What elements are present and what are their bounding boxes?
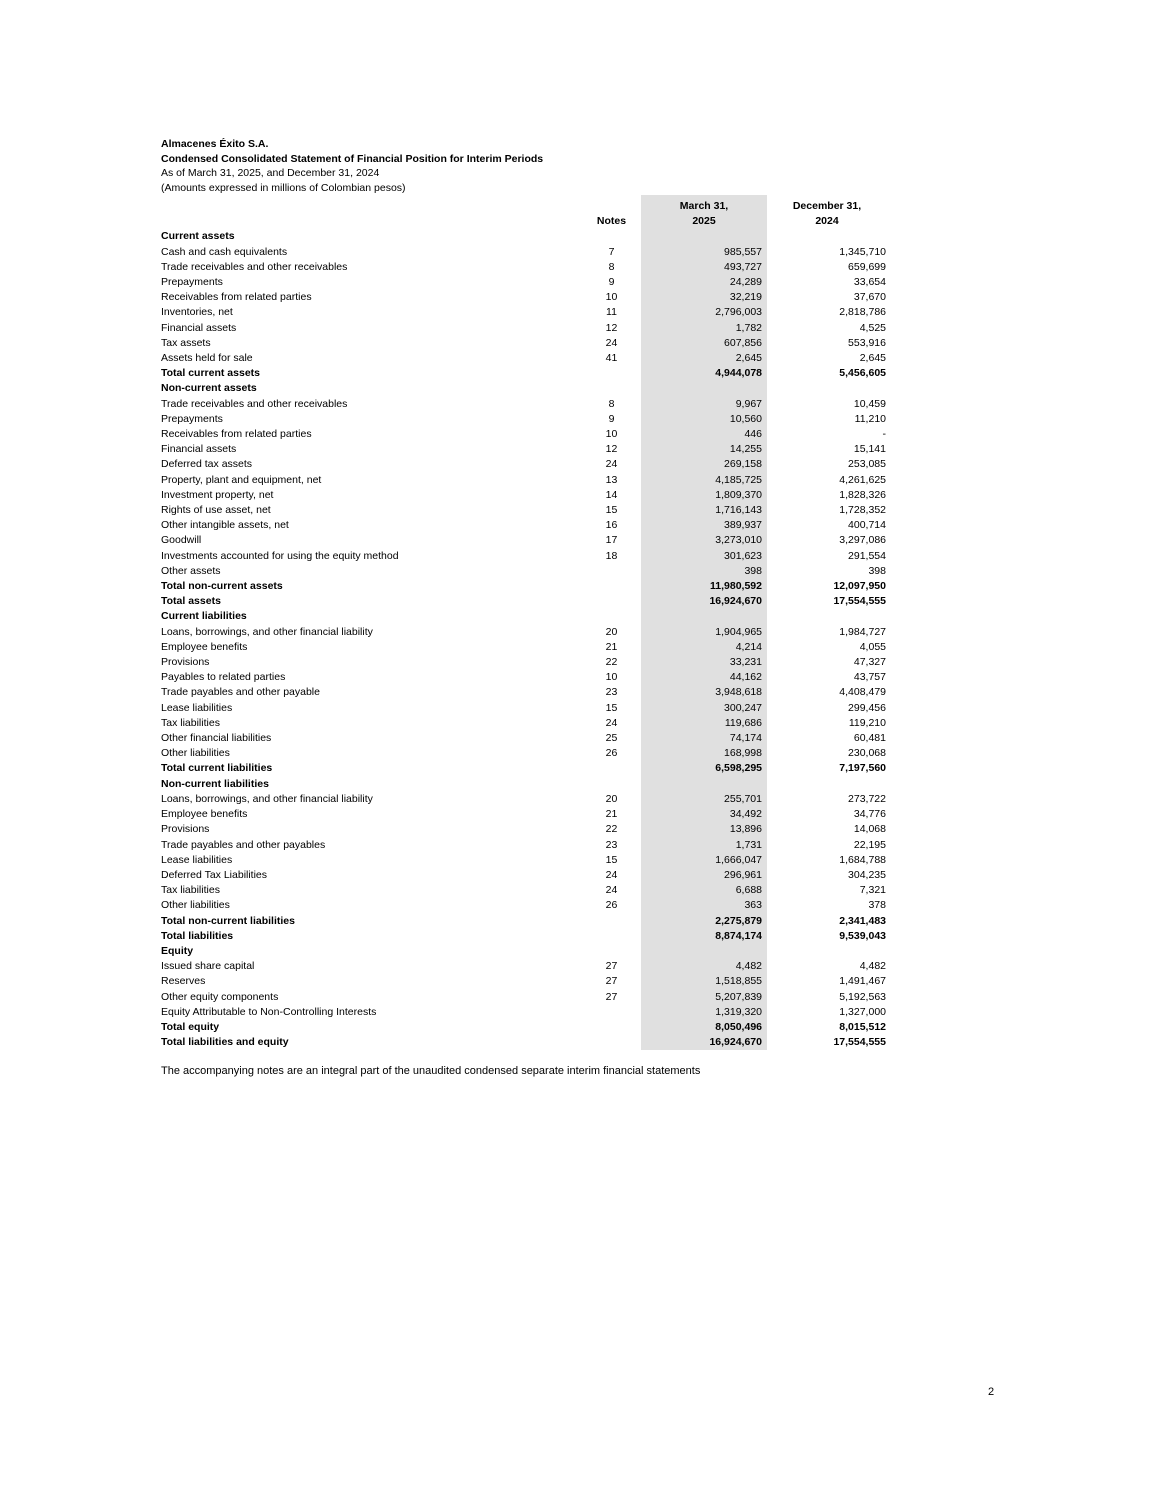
- row-label: Equity: [161, 944, 194, 957]
- row-value-march-2025: [641, 609, 767, 624]
- row-label: Other financial liabilities: [161, 732, 272, 745]
- row-label: Total liabilities and equity: [161, 1036, 289, 1049]
- row-label: Other liabilities: [161, 899, 230, 912]
- row-value-december-2024: 119,210: [848, 716, 886, 729]
- row-label: Other intangible assets, net: [161, 519, 289, 532]
- december-2024-label-line2: 2024: [815, 215, 839, 228]
- row-label: Prepayments: [161, 412, 223, 425]
- row-note-ref: 10: [605, 291, 618, 304]
- row-label: Other equity components: [161, 990, 279, 1003]
- row-value-march-2025: 6,598,295: [641, 761, 767, 776]
- row-value-december-2024: 60,481: [853, 732, 886, 745]
- row-note-ref: 23: [605, 838, 618, 851]
- row-label: Trade receivables and other receivables: [161, 397, 348, 410]
- row-value-march-2025: 11,980,592: [641, 579, 767, 594]
- notes-column-label: Notes: [596, 215, 627, 228]
- row-label: Total liabilities: [161, 929, 234, 942]
- row-note-ref: 9: [608, 412, 615, 425]
- row-note-ref: [582, 1020, 641, 1035]
- row-value-march-2025: 8,874,174: [641, 929, 767, 944]
- table-row: [161, 245, 887, 260]
- row-label: Total assets: [161, 595, 221, 608]
- row-value-december-2024: 3,297,086: [839, 534, 886, 547]
- table-row: [161, 1020, 887, 1035]
- table-row: [161, 290, 887, 305]
- row-value-december-2024: [767, 229, 887, 244]
- row-value-december-2024: 1,345,710: [839, 245, 886, 258]
- units-line: (Amounts expressed in millions of Colombian pesos): [161, 181, 406, 194]
- row-note-ref: 15: [605, 504, 618, 517]
- row-value-december-2024: 2,645: [859, 352, 886, 364]
- table-row: [161, 427, 887, 442]
- row-value-december-2024: 37,670: [853, 291, 886, 304]
- row-value-december-2024: 4,408,479: [839, 686, 886, 699]
- table-row: [161, 959, 887, 974]
- row-label: Tax liabilities: [161, 884, 220, 897]
- table-row: [161, 397, 887, 412]
- row-value-december-2024: [767, 381, 887, 396]
- row-value-december-2024: 7,321: [859, 884, 886, 897]
- row-value-march-2025: 4,214: [641, 640, 767, 655]
- row-value-december-2024: 17,554,555: [833, 1036, 886, 1049]
- row-value-march-2025: 14,255: [641, 442, 767, 457]
- table-row: [161, 229, 887, 244]
- row-label: Employee benefits: [161, 808, 248, 821]
- row-note-ref: 27: [605, 975, 618, 988]
- row-value-march-2025: 389,937: [641, 518, 767, 533]
- row-note-ref: [582, 944, 641, 959]
- row-value-march-2025: [641, 229, 767, 244]
- row-value-december-2024: 12,097,950: [833, 580, 886, 593]
- row-value-december-2024: 43,757: [853, 671, 886, 684]
- row-value-december-2024: 4,482: [859, 960, 886, 973]
- row-note-ref: [582, 594, 641, 609]
- row-value-march-2025: 10,560: [641, 412, 767, 427]
- row-value-december-2024: 5,192,563: [839, 990, 886, 1003]
- table-row: [161, 503, 887, 518]
- row-note-ref: 18: [605, 549, 618, 562]
- row-label: Assets held for sale: [161, 352, 253, 364]
- table-row: [161, 594, 887, 609]
- table-row: [161, 655, 887, 670]
- row-value-march-2025: 4,185,725: [641, 473, 767, 488]
- row-note-ref: 24: [605, 458, 618, 471]
- table-row: [161, 549, 887, 564]
- table-row: [161, 533, 887, 548]
- row-label: Reserves: [161, 975, 206, 988]
- row-note-ref: [582, 1005, 641, 1020]
- row-value-december-2024: 4,525: [859, 321, 886, 334]
- page-number: 2: [988, 1386, 995, 1398]
- row-value-december-2024: 10,459: [853, 397, 886, 410]
- row-value-march-2025: 2,275,879: [641, 914, 767, 929]
- row-value-march-2025: 301,623: [641, 549, 767, 564]
- row-value-december-2024: 304,235: [848, 868, 886, 881]
- row-value-march-2025: 119,686: [641, 716, 767, 731]
- row-value-december-2024: 7,197,560: [839, 762, 886, 775]
- row-label: Rights of use asset, net: [161, 504, 271, 517]
- row-note-ref: 24: [605, 884, 618, 897]
- row-label: Total non-current assets: [161, 580, 283, 593]
- table-row: [161, 305, 887, 320]
- row-note-ref: [582, 929, 641, 944]
- table-row: [161, 275, 887, 290]
- row-label: Current assets: [161, 230, 235, 243]
- row-value-march-2025: 398: [641, 564, 767, 579]
- table-row: [161, 807, 887, 822]
- row-label: Financial assets: [161, 321, 237, 334]
- row-value-march-2025: 255,701: [641, 792, 767, 807]
- row-note-ref: 21: [605, 640, 618, 653]
- table-row: [161, 336, 887, 351]
- december-2024-label-line1: December 31,: [792, 200, 862, 213]
- row-label: Deferred tax assets: [161, 458, 253, 471]
- row-value-march-2025: 9,967: [641, 397, 767, 412]
- table-row: [161, 731, 887, 746]
- row-value-december-2024: 5,456,605: [839, 367, 886, 380]
- row-value-march-2025: 4,944,078: [641, 366, 767, 381]
- row-label: Receivables from related parties: [161, 428, 312, 441]
- row-value-march-2025: 1,809,370: [641, 488, 767, 503]
- document-header: [161, 137, 891, 195]
- row-note-ref: 20: [605, 792, 618, 805]
- row-note-ref: 11: [606, 306, 617, 319]
- label-column-header: [161, 195, 582, 229]
- table-row: [161, 929, 887, 944]
- row-value-march-2025: 363: [641, 898, 767, 913]
- table-row: [161, 701, 887, 716]
- table-row: [161, 990, 887, 1005]
- december-2024-column-header: [767, 195, 887, 229]
- row-value-march-2025: 34,492: [641, 807, 767, 822]
- table-row: [161, 609, 887, 624]
- statement-title: Condensed Consolidated Statement of Financial Position for Interim Periods: [161, 152, 544, 165]
- table-row: [161, 473, 887, 488]
- row-value-march-2025: 4,482: [641, 959, 767, 974]
- row-note-ref: 27: [605, 990, 618, 1003]
- row-label: Goodwill: [161, 534, 202, 547]
- row-value-march-2025: 1,782: [641, 321, 767, 336]
- row-value-march-2025: 1,319,320: [641, 1005, 767, 1020]
- row-value-march-2025: 44,162: [641, 670, 767, 685]
- row-note-ref: 8: [608, 260, 615, 273]
- row-value-december-2024: [767, 609, 887, 624]
- row-note-ref: 21: [605, 808, 618, 821]
- row-value-march-2025: 1,716,143: [641, 503, 767, 518]
- row-value-march-2025: 1,904,965: [641, 625, 767, 640]
- row-value-december-2024: 17,554,555: [833, 595, 886, 608]
- row-label: Total equity: [161, 1020, 220, 1033]
- table-row: [161, 1035, 887, 1050]
- row-note-ref: [582, 229, 641, 244]
- table-row: [161, 868, 887, 883]
- row-label: Equity Attributable to Non-Controlling Interests: [161, 1005, 377, 1018]
- row-value-december-2024: 4,261,625: [839, 473, 886, 486]
- row-label: Provisions: [161, 823, 210, 836]
- table-row: [161, 518, 887, 533]
- row-value-december-2024: 22,195: [853, 838, 886, 851]
- row-label: Lease liabilities: [161, 701, 233, 714]
- row-value-march-2025: 1,666,047: [641, 853, 767, 868]
- row-value-march-2025: 32,219: [641, 290, 767, 305]
- row-value-december-2024: 1,828,326: [839, 488, 886, 501]
- row-value-march-2025: 269,158: [641, 457, 767, 472]
- row-value-december-2024: [767, 777, 887, 792]
- row-value-march-2025: 1,731: [641, 838, 767, 853]
- table-row: [161, 579, 887, 594]
- row-note-ref: [582, 579, 641, 594]
- row-label: Tax assets: [161, 336, 211, 349]
- row-value-march-2025: 33,231: [641, 655, 767, 670]
- table-row: [161, 670, 887, 685]
- period-line: As of March 31, 2025, and December 31, 2024: [161, 167, 380, 180]
- row-label: Deferred Tax Liabilities: [161, 868, 268, 881]
- table-row: [161, 457, 887, 472]
- row-label: Non-current liabilities: [161, 777, 269, 790]
- notes-column-header: [582, 195, 641, 229]
- table-row: [161, 685, 887, 700]
- row-label: Prepayments: [161, 275, 223, 288]
- row-value-december-2024: 659,699: [848, 260, 886, 273]
- row-note-ref: 26: [605, 747, 618, 760]
- row-value-december-2024: 2,818,786: [839, 306, 886, 319]
- row-value-march-2025: 74,174: [641, 731, 767, 746]
- table-row: [161, 838, 887, 853]
- row-note-ref: 10: [605, 671, 618, 684]
- row-note-ref: [582, 914, 641, 929]
- table-header: [161, 195, 887, 229]
- row-value-december-2024: 9,539,043: [839, 929, 886, 942]
- table-row: [161, 944, 887, 959]
- row-value-march-2025: 3,273,010: [641, 533, 767, 548]
- row-label: Total non-current liabilities: [161, 914, 295, 927]
- table-row: [161, 1005, 887, 1020]
- row-note-ref: 22: [605, 823, 618, 836]
- row-note-ref: 24: [605, 716, 618, 729]
- row-label: Lease liabilities: [161, 853, 233, 866]
- row-note-ref: [582, 777, 641, 792]
- row-value-march-2025: 607,856: [641, 336, 767, 351]
- row-note-ref: [582, 761, 641, 776]
- row-value-march-2025: [641, 944, 767, 959]
- row-value-december-2024: 14,068: [853, 823, 886, 836]
- row-value-march-2025: 985,557: [641, 245, 767, 260]
- row-value-march-2025: 493,727: [641, 260, 767, 275]
- row-note-ref: [582, 1035, 641, 1050]
- row-value-december-2024: 8,015,512: [839, 1020, 886, 1033]
- row-note-ref: 24: [605, 868, 618, 881]
- row-note-ref: 12: [605, 443, 618, 456]
- table-row: [161, 761, 887, 776]
- table-row: [161, 351, 887, 366]
- row-value-december-2024: 11,210: [854, 412, 886, 425]
- row-label: Loans, borrowings, and other financial liability: [161, 625, 373, 638]
- row-value-march-2025: 16,924,670: [641, 594, 767, 609]
- row-note-ref: 7: [608, 245, 615, 258]
- row-value-march-2025: 24,289: [641, 275, 767, 290]
- row-note-ref: 15: [605, 701, 618, 714]
- table-row: [161, 321, 887, 336]
- row-value-december-2024: 1,684,788: [839, 853, 886, 866]
- row-label: Non-current assets: [161, 382, 257, 395]
- row-note-ref: [582, 381, 641, 396]
- row-value-december-2024: 1,984,727: [839, 625, 886, 638]
- row-note-ref: [582, 564, 641, 579]
- row-value-december-2024: [767, 944, 887, 959]
- row-value-december-2024: 4,055: [859, 640, 886, 653]
- march-2025-label-line2: 2025: [692, 215, 716, 228]
- row-label: Investments accounted for using the equity method: [161, 549, 399, 562]
- row-note-ref: 25: [605, 732, 618, 745]
- table-row: [161, 442, 887, 457]
- row-label: Receivables from related parties: [161, 291, 312, 304]
- table-row: [161, 381, 887, 396]
- table-row: [161, 488, 887, 503]
- row-label: Investment property, net: [161, 488, 274, 501]
- row-value-march-2025: 8,050,496: [641, 1020, 767, 1035]
- row-label: Trade receivables and other receivables: [161, 260, 348, 273]
- row-label: Current liabilities: [161, 610, 247, 623]
- row-label: Other liabilities: [161, 747, 230, 760]
- row-note-ref: 17: [605, 534, 618, 547]
- row-value-march-2025: 2,796,003: [641, 305, 767, 320]
- row-note-ref: 13: [605, 473, 618, 486]
- row-label: Loans, borrowings, and other financial liability: [161, 792, 373, 805]
- row-label: Total current liabilities: [161, 762, 273, 775]
- row-value-december-2024: 34,776: [853, 808, 886, 821]
- row-note-ref: 10: [605, 428, 618, 441]
- row-label: Financial assets: [161, 443, 237, 456]
- row-note-ref: 15: [605, 853, 618, 866]
- table-row: [161, 412, 887, 427]
- table-row: [161, 716, 887, 731]
- row-value-march-2025: 446: [641, 427, 767, 442]
- row-note-ref: [582, 366, 641, 381]
- march-2025-label-line1: March 31,: [679, 200, 729, 213]
- row-value-december-2024: 1,728,352: [839, 504, 886, 517]
- financial-position-table: [161, 195, 887, 1050]
- table-row: [161, 883, 887, 898]
- row-note-ref: 12: [605, 321, 618, 334]
- row-label: Employee benefits: [161, 640, 248, 653]
- row-label: Cash and cash equivalents: [161, 245, 288, 258]
- table-row: [161, 260, 887, 275]
- row-note-ref: 23: [605, 686, 618, 699]
- table-body: [161, 229, 887, 1050]
- table-row: [161, 625, 887, 640]
- row-value-march-2025: 300,247: [641, 701, 767, 716]
- row-note-ref: 14: [605, 488, 618, 501]
- row-value-march-2025: 16,924,670: [641, 1035, 767, 1050]
- row-value-december-2024: 230,068: [848, 747, 886, 760]
- row-value-december-2024: 15,141: [853, 443, 886, 456]
- document-page: [161, 137, 891, 1079]
- table-row: [161, 792, 887, 807]
- row-label: Provisions: [161, 656, 210, 669]
- row-label: Trade payables and other payable: [161, 686, 320, 699]
- row-value-december-2024: 1,491,467: [839, 975, 886, 988]
- row-value-march-2025: 1,518,855: [641, 974, 767, 989]
- row-note-ref: 24: [605, 336, 618, 349]
- row-value-december-2024: 400,714: [848, 519, 886, 532]
- row-note-ref: 16: [605, 519, 618, 532]
- march-2025-column-header: [641, 195, 767, 229]
- table-row: [161, 853, 887, 868]
- row-value-december-2024: 378: [868, 899, 886, 912]
- table-row: [161, 366, 887, 381]
- table-row: [161, 777, 887, 792]
- table-row: [161, 822, 887, 837]
- row-note-ref: 8: [608, 397, 615, 410]
- row-label: Total current assets: [161, 367, 261, 380]
- row-value-march-2025: 296,961: [641, 868, 767, 883]
- row-label: Other assets: [161, 564, 221, 577]
- table-row: [161, 898, 887, 913]
- row-value-december-2024: 291,554: [848, 549, 886, 562]
- row-note-ref: 9: [608, 275, 615, 288]
- row-value-march-2025: [641, 777, 767, 792]
- company-name: Almacenes Éxito S.A.: [161, 138, 269, 150]
- row-value-march-2025: 2,645: [641, 351, 767, 366]
- row-value-december-2024: 299,456: [848, 701, 886, 714]
- row-value-december-2024: 398: [868, 564, 886, 577]
- row-note-ref: 41: [605, 352, 618, 364]
- row-value-december-2024: 273,722: [848, 792, 886, 805]
- table-row: [161, 974, 887, 989]
- row-value-december-2024: -: [882, 428, 886, 441]
- row-value-december-2024: 553,916: [848, 336, 886, 349]
- row-label: Property, plant and equipment, net: [161, 473, 322, 486]
- row-value-december-2024: 253,085: [848, 458, 886, 471]
- row-value-march-2025: [641, 381, 767, 396]
- row-value-december-2024: 1,327,000: [839, 1005, 886, 1018]
- row-note-ref: 27: [605, 960, 618, 973]
- row-note-ref: 20: [605, 625, 618, 638]
- row-label: Payables to related parties: [161, 671, 286, 684]
- row-value-march-2025: 168,998: [641, 746, 767, 761]
- row-value-march-2025: 5,207,839: [641, 990, 767, 1005]
- table-row: [161, 564, 887, 579]
- table-row: [161, 640, 887, 655]
- row-value-december-2024: 2,341,483: [839, 914, 886, 927]
- row-note-ref: 26: [605, 899, 618, 912]
- row-note-ref: [582, 609, 641, 624]
- row-value-december-2024: 33,654: [853, 275, 886, 288]
- footer-note: The accompanying notes are an integral part of the unaudited condensed separate interim financial statements: [161, 1065, 701, 1078]
- row-label: Issued share capital: [161, 960, 255, 973]
- row-label: Trade payables and other payables: [161, 838, 326, 851]
- row-label: Inventories, net: [161, 306, 233, 319]
- row-label: Tax liabilities: [161, 716, 220, 729]
- table-row: [161, 746, 887, 761]
- row-value-march-2025: 3,948,618: [641, 685, 767, 700]
- row-value-march-2025: 13,896: [641, 822, 767, 837]
- row-note-ref: 22: [605, 656, 618, 669]
- row-value-december-2024: 47,327: [853, 656, 886, 669]
- row-value-march-2025: 6,688: [641, 883, 767, 898]
- column-header-row: [161, 195, 887, 229]
- table-row: [161, 914, 887, 929]
